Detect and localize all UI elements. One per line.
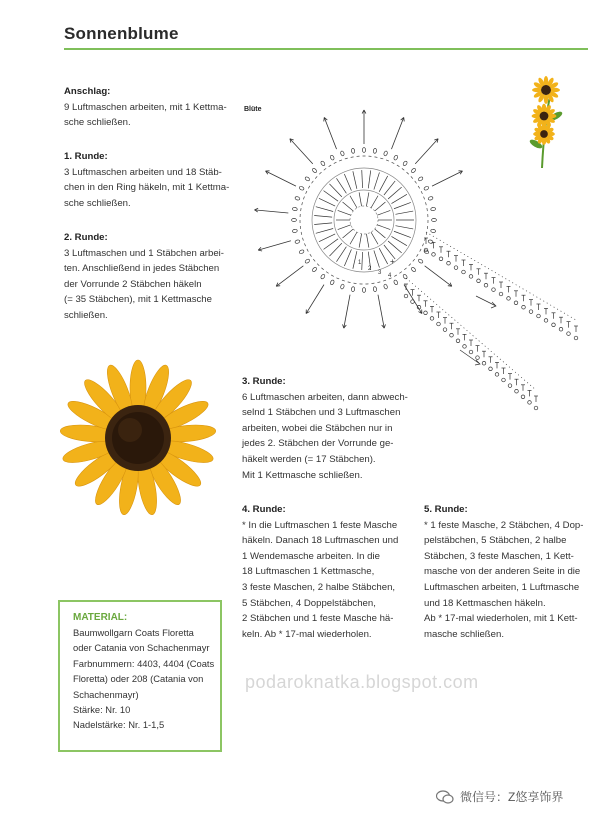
- ray-arrow: [324, 117, 336, 149]
- chain-stitch: [495, 373, 499, 377]
- chain-stitch: [312, 168, 318, 174]
- text-line: 3 Luftmaschen arbeiten und 18 Stäb-: [64, 166, 222, 178]
- chain-stitch: [456, 339, 460, 343]
- chain-stitch: [340, 151, 345, 157]
- chain-stitch: [463, 345, 467, 349]
- text-line: 9 Luftmaschen arbeiten, mit 1 Kettma-: [64, 101, 227, 113]
- text-line: häkelt werden (= 17 Stäbchen).: [242, 453, 376, 465]
- stitch-mark: [338, 225, 351, 230]
- stitch-mark: [336, 178, 346, 193]
- ray-arrow: [415, 139, 438, 164]
- round-label: 1: [358, 260, 362, 266]
- text-line: (= 35 Stäbchen), mit 1 Kettmasche: [64, 294, 212, 306]
- round-label: 2: [368, 266, 372, 272]
- stitch-mark: [353, 251, 357, 269]
- chain-stitch: [431, 229, 436, 233]
- stitch-mark: [374, 250, 380, 267]
- stitch-mark: [350, 232, 357, 244]
- stitch-mark: [329, 184, 341, 197]
- section-anschlag: [64, 84, 227, 131]
- text-line: 1 Wendemasche arbeiten. In die: [242, 550, 380, 562]
- chain-stitch: [299, 249, 305, 254]
- stitch-mark: [374, 172, 380, 189]
- text-line: 6 Luftmaschen arbeiten, dann abwech-: [242, 391, 408, 403]
- text-line: * In die Luftmaschen 1 feste Masche: [242, 519, 398, 531]
- chain-stitch: [295, 196, 301, 201]
- chain-stitch: [299, 186, 305, 191]
- chain-stitch: [362, 148, 365, 153]
- chain-stitch: [304, 176, 310, 181]
- text-line: Stäbchen, 3 feste Maschen, 1 Kett-: [424, 550, 574, 562]
- stitch-mark: [362, 252, 363, 270]
- stitch-mark: [324, 239, 339, 250]
- chain-stitch: [489, 367, 493, 371]
- section-heading: 4. Runde:: [242, 504, 286, 515]
- chain-stitch: [428, 196, 434, 201]
- chain-stitch: [430, 317, 434, 321]
- chain-stitch: [428, 239, 434, 244]
- text-line: Schachenmayr): [73, 688, 139, 700]
- chain-stitch: [507, 297, 511, 301]
- text-line: Ab * 17-mal wiederholen, mit 1 Kett-: [424, 613, 578, 625]
- text-line: 2 Stäbchen und 1 feste Masche hä-: [242, 613, 394, 625]
- chain-stitch: [432, 253, 436, 257]
- chain-stitch: [534, 406, 538, 410]
- material-heading: MATERIAL:: [73, 612, 128, 623]
- stitch-mark: [366, 192, 368, 206]
- chain-stitch: [383, 151, 388, 157]
- stitch-mark: [391, 194, 406, 203]
- chain-stitch: [292, 207, 297, 211]
- chain-stitch: [320, 160, 325, 166]
- chain-stitch: [443, 328, 447, 332]
- text-line: Mit 1 Kettmasche schließen.: [242, 469, 363, 481]
- ray-arrow: [276, 266, 303, 286]
- text-line: keln. Ab * 17-mal wiederholen.: [242, 628, 372, 640]
- crochet-diagram: [240, 100, 590, 420]
- stitch-mark: [384, 181, 395, 195]
- stitch-mark: [368, 170, 370, 188]
- text-line: * 1 feste Masche, 2 Stäbchen, 4 Dop-: [424, 519, 584, 531]
- chain-stitch: [373, 287, 377, 292]
- stitch-mark: [350, 196, 357, 208]
- text-line: und 18 Kettmaschen häkeln.: [424, 597, 546, 609]
- stitch-mark: [391, 236, 406, 245]
- stitch-mark: [366, 234, 368, 248]
- text-line: oder Catania von Schachenmayr: [73, 642, 210, 654]
- chain-stitch: [418, 258, 424, 263]
- stitch-mark: [343, 229, 354, 238]
- stitch-mark: [359, 234, 361, 248]
- chain-stitch: [431, 207, 436, 211]
- chain-stitch: [544, 319, 548, 323]
- stitch-mark: [319, 234, 335, 242]
- mini-center: [541, 85, 551, 95]
- ray-arrow: [432, 171, 462, 186]
- text-line: der Vorrunde 2 Stäbchen häkeln: [64, 278, 202, 290]
- round-label: 4: [388, 273, 392, 279]
- chain-stitch: [476, 356, 480, 360]
- chain-stitch: [437, 322, 441, 326]
- chain-stitch: [373, 148, 377, 153]
- stitch-mark: [379, 176, 388, 192]
- footer: [436, 788, 563, 805]
- chain-stitch: [383, 284, 388, 290]
- stitch-mark: [394, 202, 411, 208]
- title-divider: [64, 48, 588, 50]
- text-line: 3 Luftmaschen und 1 Stäbchen arbei-: [64, 247, 225, 259]
- section-heading: 3. Runde:: [242, 376, 286, 387]
- chain-stitch: [292, 229, 297, 233]
- ray-arrow: [391, 117, 403, 149]
- ray-arrow: [254, 210, 288, 213]
- chain-stitch: [515, 389, 519, 393]
- stitch-mark: [319, 198, 335, 206]
- chain-stitch: [393, 280, 398, 286]
- chain-stitch: [393, 155, 398, 161]
- text-line: Floretta) oder 208 (Catania von: [73, 673, 204, 685]
- text-line: sche schließen.: [64, 197, 131, 209]
- text-line: schließen.: [64, 309, 108, 321]
- sunflower-photo: [58, 358, 218, 518]
- text-line: masche von der anderen Seite in die: [424, 566, 581, 578]
- chain-stitch: [411, 300, 415, 304]
- chain-stitch: [528, 401, 532, 405]
- stitch-mark: [329, 243, 341, 256]
- chain-stitch: [462, 270, 466, 274]
- stitch-mark: [344, 174, 351, 191]
- footer-text: 微信号：Z悠享饰界: [460, 790, 564, 804]
- direction-arrow: [460, 350, 480, 365]
- ray-arrow: [266, 171, 296, 186]
- text-line: arbeiten, wobei die Stäbchen nur in: [242, 422, 393, 434]
- text-line: sche schließen.: [64, 117, 131, 129]
- chain-stitch: [450, 333, 454, 337]
- stitch-mark: [316, 229, 333, 234]
- text-line: 5 Stäbchen, 4 Doppelstäbchen,: [242, 597, 376, 609]
- chain-stitch: [304, 258, 310, 263]
- text-line: Luftmaschen arbeiten, 1 Luftmasche: [424, 581, 580, 593]
- ray-arrow: [344, 295, 350, 328]
- stitch-mark: [359, 192, 361, 206]
- chain-stitch: [295, 239, 301, 244]
- section-heading: 1. Runde:: [64, 151, 108, 162]
- stitch-mark: [375, 229, 386, 238]
- text-line: Stärke: Nr. 10: [73, 704, 131, 716]
- chain-stitch: [402, 274, 407, 280]
- chain-stitch: [477, 279, 481, 283]
- text-line: pelstäbchen, 5 Stäbchen, 2 halbe: [424, 535, 567, 547]
- petal-strip-lower: [406, 278, 536, 390]
- diagram-label: Blüte: [244, 106, 262, 113]
- chain-stitch: [351, 287, 355, 292]
- stitch-mark: [353, 171, 357, 189]
- section-runde-4: [242, 502, 398, 642]
- ray-arrow: [290, 139, 313, 164]
- chain-stitch: [574, 336, 578, 340]
- chain-stitch: [330, 280, 335, 286]
- chain-stitch: [552, 323, 556, 327]
- round-label: 3: [378, 270, 382, 276]
- stitch-mark: [377, 225, 390, 230]
- chain-stitch: [362, 288, 365, 293]
- chain-stitch: [292, 218, 297, 221]
- stitch-mark: [362, 170, 363, 188]
- text-line: jedes 2. Stäbchen der Vorrunde ge-: [242, 438, 394, 450]
- stitch-mark: [314, 216, 332, 218]
- section-runde-3: [242, 374, 408, 483]
- text-line: chen in den Ring häkeln, mit 1 Kettma-: [64, 182, 230, 194]
- chain-stitch: [559, 327, 563, 331]
- stitch-mark: [371, 196, 378, 208]
- section-runde-5: [424, 502, 583, 642]
- text-line: selnd 1 Stäbchen und 3 Luftmaschen: [242, 407, 401, 419]
- text-line: häkeln. Danach 18 Luftmaschen und: [242, 535, 399, 547]
- chain-stitch: [404, 294, 408, 298]
- text-line: ten. Anschließend in jedes Stäbchen: [64, 263, 220, 275]
- chain-stitch: [508, 384, 512, 388]
- stitch-mark: [375, 202, 386, 211]
- chain-stitch: [447, 261, 451, 265]
- petal-strip-upper: [426, 232, 576, 320]
- stitch-mark: [379, 248, 388, 264]
- chain-stitch: [502, 378, 506, 382]
- chain-stitch: [537, 314, 541, 318]
- section-heading: Anschlag:: [64, 86, 111, 97]
- chain-stitch: [432, 218, 437, 221]
- stitch-mark: [394, 231, 411, 237]
- start-mark: +: [390, 257, 395, 266]
- section-runde-1: [64, 149, 229, 211]
- text-line: 18 Luftmaschen 1 Kettmasche,: [242, 566, 375, 578]
- chain-stitch: [312, 267, 318, 273]
- text-line: Farbnummern: 4403, 4404 (Coats: [73, 657, 215, 669]
- ray-arrow: [425, 266, 452, 286]
- chain-stitch: [499, 292, 503, 296]
- stitch-mark: [316, 207, 333, 212]
- text-line: masche schließen.: [424, 628, 504, 640]
- chain-stitch: [424, 311, 428, 315]
- material-box: [58, 600, 222, 752]
- stitch-mark: [371, 232, 378, 244]
- chain-stitch: [320, 274, 325, 280]
- stitch-mark: [324, 191, 339, 202]
- ray-arrow: [258, 241, 291, 250]
- chain-stitch: [469, 275, 473, 279]
- chain-stitch: [492, 288, 496, 292]
- text-line: 3 feste Maschen, 2 halbe Stäbchen,: [242, 581, 396, 593]
- chain-stitch: [330, 155, 335, 161]
- ray-arrow: [306, 285, 324, 314]
- section-runde-2: [64, 230, 224, 324]
- stitch-mark: [395, 211, 413, 214]
- chain-stitch: [454, 266, 458, 270]
- stitch-mark: [388, 241, 402, 253]
- chain-stitch: [469, 350, 473, 354]
- stitch-mark: [395, 226, 413, 229]
- diagram-ring: [350, 206, 378, 234]
- text-line: Baumwollgarn Coats Floretta: [73, 627, 194, 638]
- stitch-mark: [314, 223, 332, 225]
- text-line: Nadelstärke: Nr. 1-1,5: [73, 719, 165, 731]
- chain-stitch: [529, 310, 533, 314]
- chain-stitch: [514, 301, 518, 305]
- chain-stitch: [351, 148, 355, 153]
- section-heading: 2. Runde:: [64, 232, 108, 243]
- chain-stitch: [484, 283, 488, 287]
- watermark: podaroknatka.blogspot.com: [245, 672, 479, 692]
- chain-stitch: [521, 395, 525, 399]
- stitch-mark: [377, 210, 390, 215]
- stitch-mark: [388, 187, 402, 199]
- chain-stitch: [567, 332, 571, 336]
- stitch-mark: [336, 247, 346, 262]
- chain-stitch: [340, 284, 345, 290]
- wechat-icon: [436, 790, 454, 804]
- chain-stitch: [411, 168, 417, 174]
- stitch-mark: [338, 210, 351, 215]
- chain-stitch: [522, 305, 526, 309]
- chain-stitch: [439, 257, 443, 261]
- stitch-mark: [343, 202, 354, 211]
- section-heading: 5. Runde:: [424, 504, 468, 515]
- chain-stitch: [411, 267, 417, 273]
- direction-arrow: [476, 296, 496, 308]
- stitch-mark: [344, 249, 351, 266]
- chain-stitch: [402, 160, 407, 166]
- page-title: Sonnenblume: [64, 24, 179, 43]
- chain-stitch: [482, 361, 486, 365]
- chain-stitch: [418, 176, 424, 181]
- chain-stitch: [424, 186, 430, 191]
- ray-arrow: [378, 295, 384, 328]
